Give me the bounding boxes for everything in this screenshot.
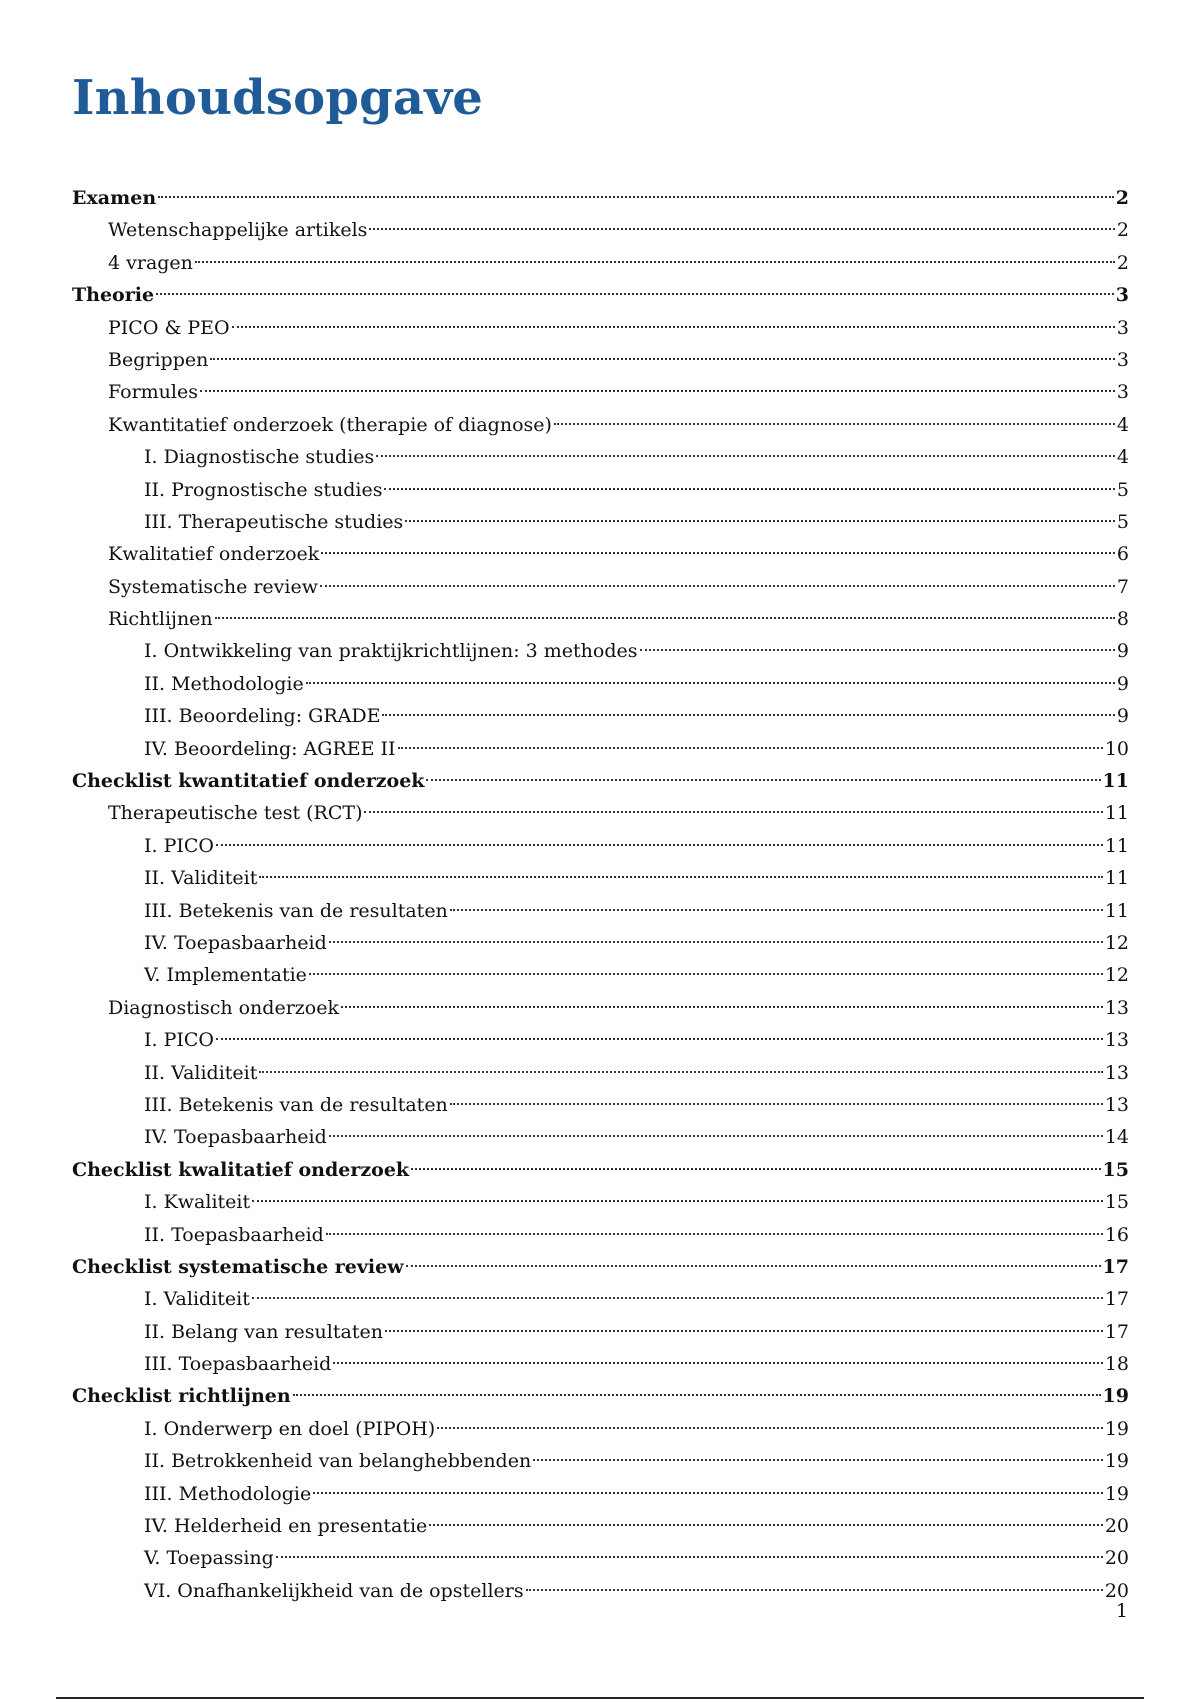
toc-entry-label: IV. Helderheid en presentatie — [144, 1515, 428, 1538]
toc-entry[interactable] — [72, 409, 1129, 441]
toc-entry-page: 6 — [1116, 543, 1129, 566]
toc-entry-label: 4 vragen — [108, 251, 193, 274]
toc-entry[interactable] — [72, 992, 1129, 1024]
toc-entry-page: 11 — [1104, 802, 1129, 825]
toc-entry-label: VI. Onafhankelijkheid van de opstellers — [144, 1579, 524, 1602]
toc-entry-label: Richtlijnen — [108, 608, 213, 631]
toc-dot-leader — [376, 455, 1115, 457]
toc-dot-leader — [195, 261, 1115, 263]
toc-dot-leader — [313, 1492, 1103, 1494]
toc-dot-leader — [384, 488, 1114, 490]
toc-entry-page: 2 — [1116, 219, 1129, 242]
page-number: 1 — [1115, 1600, 1128, 1622]
toc-entry[interactable] — [72, 312, 1129, 344]
toc-entry-page: 17 — [1104, 1288, 1129, 1311]
toc-entry-label: III. Methodologie — [144, 1482, 312, 1505]
toc-dot-leader — [210, 358, 1115, 360]
toc-dot-leader — [216, 1038, 1103, 1040]
toc-dot-leader — [411, 1168, 1100, 1170]
toc-entry[interactable] — [72, 1154, 1129, 1186]
toc-entry-page: 4 — [1116, 446, 1129, 469]
toc-entry-page: 3 — [1116, 348, 1129, 371]
toc-entry-label: I. Diagnostische studies — [144, 446, 375, 469]
toc-dot-leader — [215, 617, 1115, 619]
toc-entry-page: 15 — [1104, 1191, 1129, 1214]
toc-entry-page: 5 — [1116, 510, 1129, 533]
toc-entry-page: 7 — [1116, 575, 1129, 598]
toc-entry-page: 11 — [1102, 770, 1129, 793]
toc-entry[interactable] — [72, 797, 1129, 829]
toc-entry-page: 18 — [1104, 1353, 1129, 1376]
toc-dot-leader — [533, 1459, 1103, 1461]
toc-dot-leader — [450, 1103, 1103, 1105]
toc-entry-label: II. Methodologie — [144, 672, 304, 695]
toc-dot-leader — [306, 682, 1115, 684]
toc-dot-leader — [252, 1297, 1103, 1299]
toc-entry-label: III. Betekenis van de resultaten — [144, 899, 448, 922]
toc-entry[interactable] — [72, 1316, 1129, 1348]
toc-entry[interactable] — [72, 1575, 1129, 1607]
toc-dot-leader — [364, 811, 1102, 813]
toc-entry[interactable] — [72, 895, 1129, 927]
toc-entry[interactable] — [72, 733, 1129, 765]
toc-entry-page: 16 — [1104, 1223, 1129, 1246]
toc-entry[interactable] — [72, 668, 1129, 700]
toc-entry-label: V. Implementatie — [144, 964, 307, 987]
toc-entry-label: II. Betrokkenheid van belanghebbenden — [144, 1450, 532, 1473]
toc-entry-label: II. Belang van resultaten — [144, 1320, 383, 1343]
toc-entry[interactable] — [72, 1057, 1129, 1089]
toc-entry[interactable] — [72, 830, 1129, 862]
toc-entry-page: 20 — [1104, 1579, 1129, 1602]
table-of-contents — [72, 182, 1129, 1607]
toc-entry-page: 11 — [1104, 834, 1129, 857]
toc-entry-page: 12 — [1104, 931, 1129, 954]
toc-entry-label: I. PICO — [144, 834, 214, 857]
toc-entry[interactable] — [72, 765, 1129, 797]
toc-entry-label: IV. Beoordeling: AGREE II — [144, 737, 396, 760]
toc-entry[interactable] — [72, 603, 1129, 635]
toc-dot-leader — [329, 941, 1103, 943]
toc-entry-page: 19 — [1104, 1482, 1129, 1505]
toc-dot-leader — [329, 1135, 1103, 1137]
toc-entry[interactable] — [72, 1251, 1129, 1283]
toc-dot-leader — [341, 1006, 1103, 1008]
toc-entry-page: 17 — [1104, 1320, 1129, 1343]
toc-dot-leader — [429, 1524, 1103, 1526]
toc-entry-label: Systematische review — [108, 575, 318, 598]
toc-dot-leader — [385, 1330, 1103, 1332]
toc-entry-label: III. Betekenis van de resultaten — [144, 1093, 448, 1116]
toc-entry-page: 19 — [1104, 1417, 1129, 1440]
toc-entry-label: Checklist kwalitatief onderzoek — [72, 1158, 410, 1181]
toc-entry[interactable] — [72, 700, 1129, 732]
toc-entry-label: Diagnostisch onderzoek — [108, 996, 339, 1019]
toc-entry[interactable] — [72, 959, 1129, 991]
toc-entry-page: 9 — [1116, 705, 1129, 728]
toc-dot-leader — [554, 423, 1115, 425]
toc-entry[interactable] — [72, 1478, 1129, 1510]
toc-entry-label: Formules — [108, 381, 198, 404]
toc-entry-label: II. Validiteit — [144, 867, 258, 890]
toc-entry-label: I. PICO — [144, 1029, 214, 1052]
toc-entry-label: III. Toepasbaarheid — [144, 1353, 332, 1376]
toc-entry[interactable] — [72, 279, 1129, 311]
toc-entry-label: Theorie — [72, 284, 155, 307]
toc-entry-page: 2 — [1115, 187, 1129, 209]
toc-dot-leader — [232, 326, 1115, 328]
toc-entry-page: 3 — [1115, 284, 1129, 307]
toc-entry[interactable] — [72, 1283, 1129, 1315]
toc-dot-leader — [640, 649, 1115, 651]
toc-dot-leader — [437, 1427, 1103, 1429]
toc-dot-leader — [382, 714, 1114, 716]
toc-dot-leader — [200, 390, 1115, 392]
toc-entry[interactable] — [72, 1219, 1129, 1251]
toc-entry[interactable] — [72, 1542, 1129, 1574]
toc-entry[interactable] — [72, 182, 1129, 214]
toc-entry-page: 8 — [1116, 608, 1129, 631]
toc-entry[interactable] — [72, 376, 1129, 408]
toc-entry-page: 19 — [1102, 1385, 1129, 1408]
toc-entry-page: 12 — [1104, 964, 1129, 987]
toc-entry[interactable] — [72, 862, 1129, 894]
toc-entry-page: 3 — [1116, 316, 1129, 339]
toc-dot-leader — [252, 1200, 1103, 1202]
toc-entry-page: 15 — [1102, 1158, 1129, 1181]
toc-dot-leader — [406, 1265, 1101, 1267]
toc-entry-label: III. Beoordeling: GRADE — [144, 705, 381, 728]
toc-entry-page: 13 — [1104, 1061, 1129, 1084]
toc-entry-label: II. Validiteit — [144, 1061, 258, 1084]
toc-entry[interactable] — [72, 441, 1129, 473]
toc-entry-label: Kwalitatief onderzoek — [108, 543, 320, 566]
toc-dot-leader — [293, 1394, 1101, 1396]
toc-dot-leader — [309, 973, 1103, 975]
toc-entry[interactable] — [72, 247, 1129, 279]
toc-entry[interactable] — [72, 538, 1129, 570]
toc-entry-label: I. Validiteit — [144, 1288, 250, 1311]
toc-entry-page: 17 — [1102, 1255, 1129, 1278]
toc-entry-page: 4 — [1116, 413, 1129, 436]
toc-dot-leader — [259, 1071, 1102, 1073]
toc-entry-label: II. Toepasbaarheid — [144, 1223, 324, 1246]
toc-dot-leader — [276, 1556, 1103, 1558]
toc-entry-page: 3 — [1116, 381, 1129, 404]
toc-dot-leader — [156, 293, 1114, 295]
toc-entry-page: 9 — [1116, 672, 1129, 695]
toc-dot-leader — [321, 552, 1115, 554]
toc-entry[interactable] — [72, 1380, 1129, 1412]
toc-entry-page: 14 — [1104, 1126, 1129, 1149]
toc-entry-page: 10 — [1104, 737, 1129, 760]
toc-dot-leader — [259, 876, 1102, 878]
toc-entry[interactable] — [72, 927, 1129, 959]
toc-entry[interactable] — [72, 1121, 1129, 1153]
toc-dot-leader — [326, 1233, 1103, 1235]
toc-entry-label: Checklist richtlijnen — [72, 1385, 291, 1408]
toc-entry[interactable] — [72, 1024, 1129, 1056]
toc-entry[interactable] — [72, 1445, 1129, 1477]
toc-entry-label: PICO & PEO — [108, 316, 230, 339]
toc-entry-page: 2 — [1116, 251, 1129, 274]
toc-entry-label: IV. Toepasbaarheid — [144, 931, 327, 954]
toc-entry-label: Therapeutische test (RCT) — [108, 802, 363, 825]
toc-entry-page: 11 — [1104, 867, 1129, 890]
toc-dot-leader — [216, 844, 1103, 846]
toc-dot-leader — [158, 196, 1114, 198]
toc-entry[interactable] — [72, 635, 1129, 667]
toc-entry-page: 9 — [1116, 640, 1129, 663]
toc-entry[interactable] — [72, 1089, 1129, 1121]
toc-dot-leader — [450, 909, 1103, 911]
toc-entry[interactable] — [72, 1348, 1129, 1380]
toc-dot-leader — [526, 1589, 1103, 1591]
toc-entry-label: III. Therapeutische studies — [144, 510, 404, 533]
toc-entry-label: I. Ontwikkeling van praktijkrichtlijnen: 3 methodes — [144, 640, 638, 663]
toc-entry[interactable] — [72, 1186, 1129, 1218]
toc-entry-label: Checklist systematische review — [72, 1255, 404, 1278]
toc-entry[interactable] — [72, 474, 1129, 506]
toc-entry-label: Examen — [72, 187, 157, 209]
toc-dot-leader — [333, 1362, 1102, 1364]
toc-entry-label: Checklist kwantitatief onderzoek — [72, 770, 425, 793]
toc-entry-label: IV. Toepasbaarheid — [144, 1126, 327, 1149]
toc-entry-label: Wetenschappelijke artikels — [108, 219, 368, 242]
toc-entry-label: I. Kwaliteit — [144, 1191, 251, 1214]
toc-entry-page: 19 — [1104, 1450, 1129, 1473]
toc-entry[interactable] — [72, 214, 1129, 246]
toc-entry[interactable] — [72, 344, 1129, 376]
toc-entry-page: 13 — [1104, 996, 1129, 1019]
toc-dot-leader — [426, 779, 1100, 781]
footer-divider — [56, 1697, 1144, 1699]
toc-entry-label: V. Toepassing — [144, 1547, 274, 1570]
toc-entry-page: 13 — [1104, 1029, 1129, 1052]
toc-entry-label: Kwantitatief onderzoek (therapie of diagnose) — [108, 413, 552, 436]
toc-dot-leader — [398, 747, 1103, 749]
toc-dot-leader — [369, 228, 1114, 230]
toc-entry-page: 20 — [1104, 1547, 1129, 1570]
toc-entry-page: 20 — [1104, 1515, 1129, 1538]
toc-entry-page: 13 — [1104, 1093, 1129, 1116]
toc-entry-label: Begrippen — [108, 348, 209, 371]
toc-entry[interactable] — [72, 506, 1129, 538]
toc-entry[interactable] — [72, 571, 1129, 603]
toc-entry-label: II. Prognostische studies — [144, 478, 383, 501]
toc-entry[interactable] — [72, 1510, 1129, 1542]
toc-entry-page: 5 — [1116, 478, 1129, 501]
page-title: Inhoudsopgave — [72, 70, 484, 126]
toc-dot-leader — [405, 520, 1115, 522]
toc-entry[interactable] — [72, 1413, 1129, 1445]
toc-dot-leader — [320, 585, 1115, 587]
toc-entry-page: 11 — [1104, 899, 1129, 922]
toc-entry-label: I. Onderwerp en doel (PIPOH) — [144, 1417, 436, 1440]
